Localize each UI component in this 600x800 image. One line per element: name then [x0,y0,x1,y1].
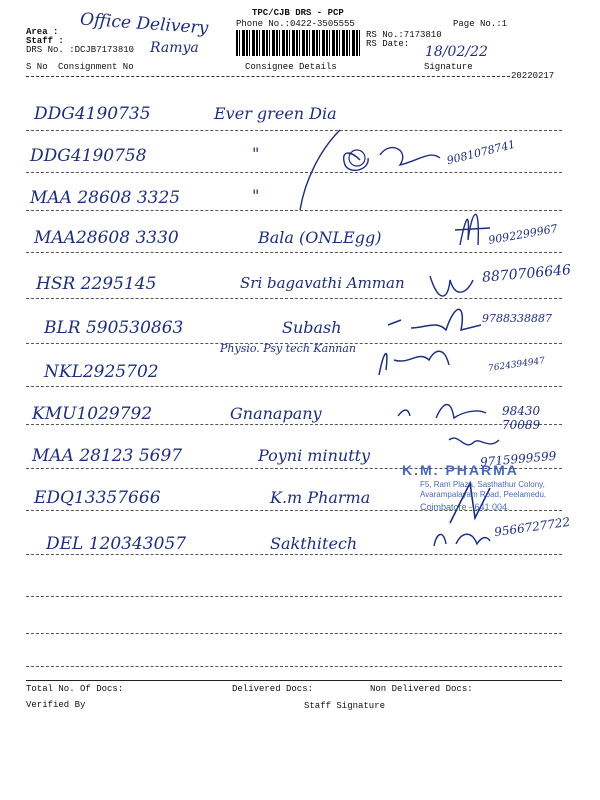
row-divider [26,130,562,131]
consignee-name: Subash [282,318,342,337]
staff-signature-label: Staff Signature [304,701,386,711]
rs-date-value: 18/02/22 [425,44,488,60]
row-divider [26,172,562,173]
consignee-name: " [252,186,260,205]
consignment-no: BLR 590530863 [44,318,184,338]
total-docs-label: Total No. Of Docs: [26,684,124,694]
signature-scribble [374,340,464,380]
signature-phone: 98430 70089 [502,404,541,432]
signature-scribble [396,398,496,428]
consignment-no: MAA28608 3330 [34,228,179,248]
row-divider [26,386,562,387]
signature-phone: 9092299967 [487,222,559,247]
barcode [236,30,360,56]
signature-phone: 9715999599 [479,448,557,470]
stamp-line: Avarampalayam Road, Peelamedu, [420,490,547,499]
drs-number: DRS No. :DCJB7173810 [26,45,135,55]
consignee-name: K.m Pharma [270,488,371,507]
company-stamp [400,462,590,520]
signature-phone: 7624394947 [487,356,546,374]
area-value: Office Delivery [79,9,209,39]
sheet-ref: 20220217 [511,71,555,81]
signature-phone: 8870706646 [481,262,572,286]
consignee-name: Physio. Psy tech Kannan [220,342,357,355]
area-label: Area : [26,27,59,37]
non-delivered-docs-label: Non Delivered Docs: [370,684,473,694]
staff-label: Staff : [26,36,64,46]
signature-scribble [450,200,500,250]
rs-date-label: RS Date: [366,39,410,49]
verified-by-label: Verified By [26,700,86,710]
consignee-name: Bala (ONLEgg) [258,228,382,247]
header-rule [26,76,510,77]
signature-scribble [300,120,470,220]
consignment-no: EDQ13357666 [34,488,161,508]
consignment-no: DEL 120343057 [46,534,187,554]
stamp-name: K.M. PHARMA [402,462,519,478]
stamp-line: Coimbatore - 641 004. [420,502,510,512]
signature-scribble [432,526,492,552]
col-sno: S No [26,62,48,72]
consignment-no: DDG4190735 [34,104,151,124]
row-divider [26,666,562,667]
consignee-name: Sakthitech [270,534,358,553]
consignment-no: MAA 28123 5697 [32,446,183,466]
signature-scribble [444,432,504,458]
col-signature: Signature [424,62,473,72]
row-divider [26,596,562,597]
col-consignee: Consignee Details [245,62,337,72]
footer-rule [26,680,562,681]
phone-number: Phone No.:0422-3505555 [236,19,355,29]
page-number: Page No.:1 [453,19,508,29]
consignee-name: " [252,144,260,163]
row-divider [26,252,562,253]
signature-scribble [386,300,486,340]
rs-number: RS No.:7173810 [366,30,442,40]
signature-phone: 9566727722 [493,514,571,540]
consignment-no: NKL2925702 [44,362,159,382]
consignment-no: MAA 28608 3325 [30,188,181,208]
signature-phone: 9081078741 [445,137,517,168]
consignment-no: DDG4190758 [30,146,147,166]
sheet-title: TPC/CJB DRS - PCP [252,8,344,18]
consignment-no: HSR 2295145 [36,274,157,294]
staff-value: Ramya [150,40,199,56]
consignee-name: Poyni minutty [258,446,371,465]
signature-scribble [428,272,484,302]
signature-phone: 9788338887 [482,312,552,325]
col-consignment: Consignment No [58,62,134,72]
row-divider [26,633,562,634]
consignee-name: Gnanapany [230,404,322,423]
row-divider [26,554,562,555]
delivered-docs-label: Delivered Docs: [232,684,314,694]
stamp-line: F5, Ram Plaza, Sasthathur Colony, [420,480,545,489]
consignee-name: Ever green Dia [214,104,337,123]
consignee-name: Sri bagavathi Amman [240,274,405,292]
consignment-no: KMU1029792 [32,404,153,424]
